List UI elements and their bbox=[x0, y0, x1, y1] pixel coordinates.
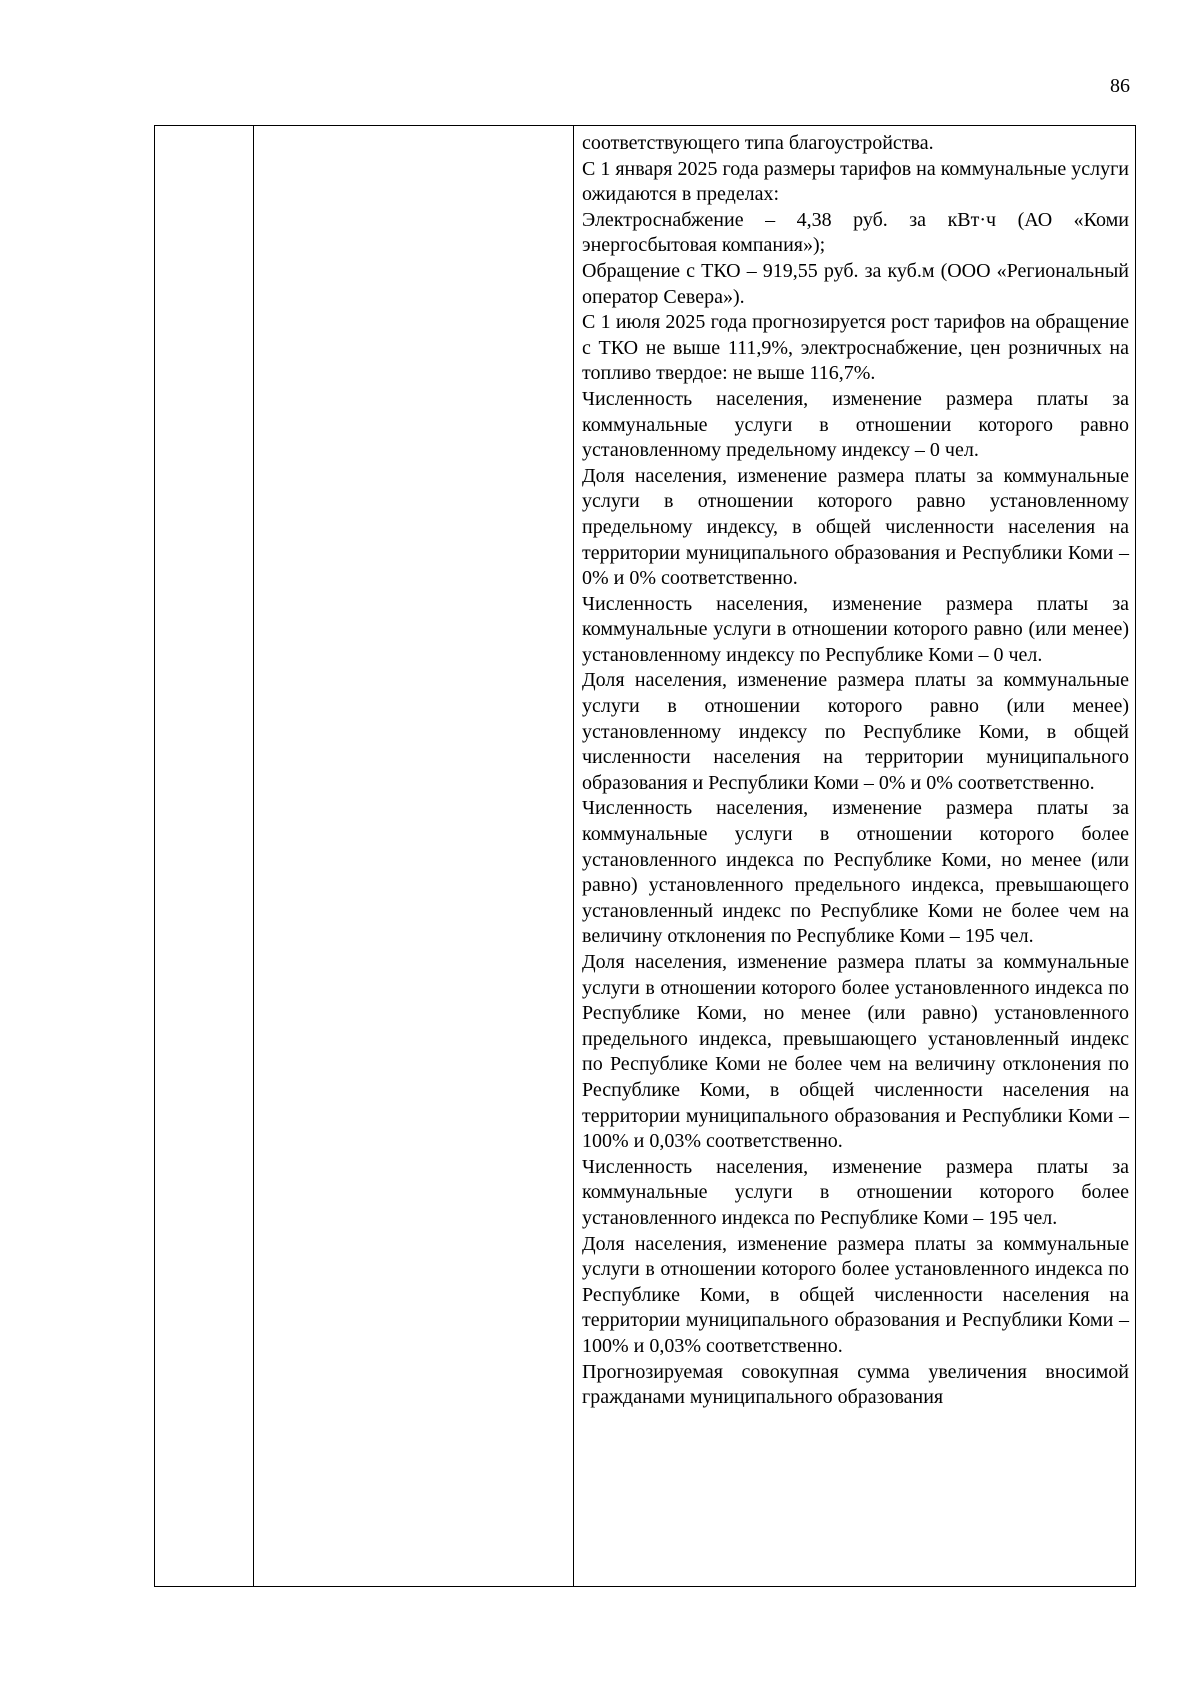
paragraph-population-above-regional: Численность населения, изменение размера платы за коммунальные услуги в отношении которого более установленного индекса по Республике Коми – 195 чел. bbox=[582, 1155, 1129, 1229]
paragraph-share-above-regional: Доля населения, изменение размера платы за коммунальные услуги в отношении которого более установленного индекса по Республике Коми, в общей численности населения на территории муниципального образования и Республики Коми – 100% и 0,03% соответственно. bbox=[582, 1232, 1129, 1357]
paragraph-population-equal-regional: Численность населения, изменение размера платы за коммунальные услуги в отношении которого равно (или менее) установленному индексу по Республике Коми – 0 чел. bbox=[582, 592, 1129, 666]
paragraph-share-equal-regional: Доля населения, изменение размера платы за коммунальные услуги в отношении которого равно (или менее) установленному индексу по Республике Коми, в общей численности населения на территории муниципального образования и Республики Коми – 0% и 0% соответственно. bbox=[582, 669, 1129, 794]
table-cell-col-2 bbox=[254, 126, 574, 1587]
paragraph-housing-type: соответствующего типа благоустройства. bbox=[582, 132, 934, 154]
paragraph-share-equal-limit: Доля населения, изменение размера платы за коммунальные услуги в отношении которого равно установленному предельному индексу, в общей численности населения на территории муниципального образования и Республики Коми – 0% и 0% соответственно. bbox=[582, 464, 1129, 590]
cell-text-block bbox=[574, 126, 1135, 1411]
paragraph-waste-tariff: Обращение с ТКО – 919,55 руб. за куб.м (ООО «Региональный оператор Севера»). bbox=[582, 259, 1129, 308]
page-number: 86 bbox=[1110, 75, 1130, 97]
paragraph-population-equal-limit: Численность населения, изменение размера платы за коммунальные услуги в отношении которого равно установленному предельному индексу – 0 чел. bbox=[582, 387, 1129, 462]
document-table bbox=[154, 125, 1136, 1587]
table-row bbox=[155, 126, 1136, 1587]
table-cell-col-1 bbox=[155, 126, 254, 1587]
table-cell-col-3 bbox=[574, 126, 1136, 1587]
paragraph-forecast-total: Прогнозируемая совокупная сумма увеличения вносимой гражданами муниципального образования bbox=[582, 1360, 1129, 1409]
paragraph-share-within-deviation: Доля населения, изменение размера платы за коммунальные услуги в отношении которого более установленного индекса по Республике Коми, но менее (или равно) установленного предельного индекса, превышающего установленный индекс по Республике Коми не более чем на величину отклонения по Республике Коми, в общей численности населения на территории муниципального образования и Республики Коми – 100% и 0,03% соответственно. bbox=[582, 951, 1129, 1153]
paragraph-electricity-tariff: Электроснабжение – 4,38 руб. за кВт·ч (АО «Коми энергосбытовая компания»); bbox=[582, 208, 1129, 257]
paragraph-tariffs-january: С 1 января 2025 года размеры тарифов на коммунальные услуги ожидаются в пределах: bbox=[582, 157, 1129, 206]
paragraph-tariffs-july: С 1 июля 2025 года прогнозируется рост тарифов на обращение с ТКО не выше 111,9%, электроснабжение, цен розничных на топливо твердое: не выше 116,7%. bbox=[582, 311, 1129, 385]
paragraph-population-within-deviation: Численность населения, изменение размера платы за коммунальные услуги в отношении которого более установленного индекса по Республике Коми, но менее (или равно) установленного предельного индекса, превышающего установленный индекс по Республике Коми не более чем на величину отклонения по Республике Коми – 195 чел. bbox=[582, 797, 1129, 948]
